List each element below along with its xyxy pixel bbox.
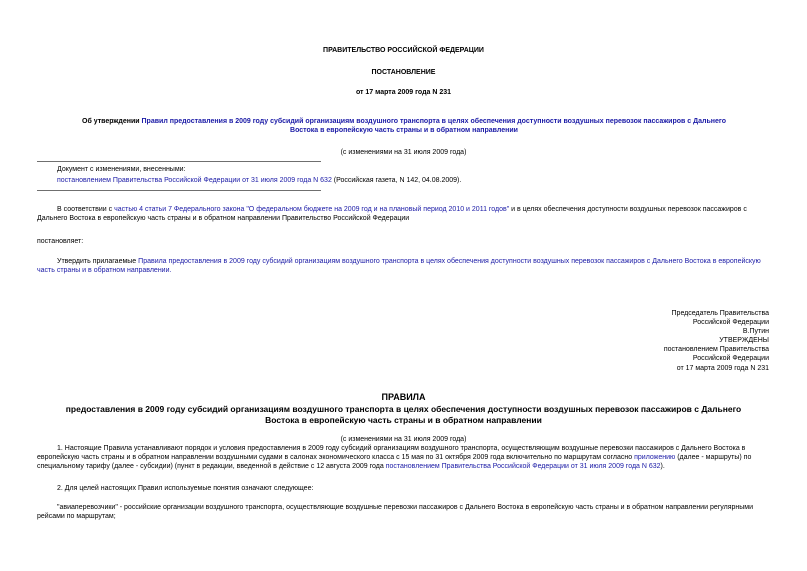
approve-paragraph (37, 257, 770, 275)
decrees-word: постановляет: (37, 238, 84, 245)
approved-rules-link[interactable]: Правила предоставления в 2009 году субсидий организациям воздушного транспорта в целях обеспечения доступности воздушных перевозок пассажиров с Дальнего Востока в европейскую часть страны и в обратном направлении. (37, 258, 761, 275)
rules-heading: ПРАВИЛА (381, 392, 426, 402)
document-title (80, 117, 728, 135)
divider-bottom (37, 190, 321, 191)
rules-subheading: предоставления в 2009 году субсидий организациям воздушного транспорта в целях обеспечения доступности воздушных перевозок пассажиров с Дальнего Востока в европейскую часть страны и в обратном направлении (65, 404, 742, 425)
amendments-intro: Документ с изменениями, внесенными: (57, 166, 186, 173)
rules-paragraph-3: "авиаперевозчики" - российские организации воздушного транспорта, осуществляющие воздушные перевозки пассажиров с Дальнего Востока в европейскую часть страны и в обратном направлении регулярными рейсами по маршрутам; (37, 504, 754, 521)
preamble-suffix: и в целях обеспечения доступности воздушных перевозок пассажиров с Дальнего Востока в европейскую часть страны и в обратном направлении Правительство Российской Федерации (37, 206, 747, 223)
rules-revision-note: (с изменениями на 31 июля 2009 года) (340, 436, 467, 443)
amendment-decree-link-2[interactable]: постановлением Правительства Российской Федерации от 31 июля 2009 года N 632 (385, 463, 661, 471)
document-type: ПОСТАНОВЛЕНИЕ (371, 69, 436, 76)
amendments-line (57, 176, 777, 185)
title-prefix: Об утверждении (82, 118, 142, 125)
signature-position-2: Российской Федерации (692, 319, 769, 327)
p1-end: ). (660, 463, 665, 471)
approve-prefix: Утвердить прилагаемые (57, 258, 139, 265)
preamble-paragraph (37, 205, 770, 223)
revision-note: (с изменениями на 31 июля 2009 года) (340, 149, 467, 156)
rules-paragraph-1 (37, 444, 770, 471)
p1-text: 1. Настоящие Правила устанавливают порядок и условия предоставления в 2009 году субсидий организациям воздушного транспорта, осуществляющим воздушные перевозки пассажиров с Дальнего Востока в европейскую часть страны и в обратном направлении воздушными судами в салонах экономического класса с 15 мая по 31 октября 2009 года включительно по маршрутам согласно (37, 445, 746, 462)
p1-mid: (далее - маршруты) по специальному тарифу (далее - субсидии) (пункт в редакции, введенной в действие с 12 августа 2009 года (37, 454, 752, 471)
preamble-prefix: В соответствии с (57, 206, 115, 213)
amendment-decree-link[interactable]: постановлением Правительства Российской Федерации от 31 июля 2009 года N 632 (57, 177, 332, 184)
federal-law-link[interactable]: частью 4 статьи 7 Федерального закона "О федеральном бюджете на 2009 год и на плановый период 2010 и 2011 годов" (114, 206, 510, 213)
signature-position-1: Председатель Правительства (671, 310, 769, 317)
approved-line-1: постановлением Правительства (663, 346, 769, 354)
divider-top (37, 161, 321, 162)
signature-block (509, 309, 769, 373)
rules-paragraph-2: 2. Для целей настоящих Правил используемые понятия означают следующее: (57, 485, 314, 492)
title-rules-link[interactable]: Правил предоставления в 2009 году субсидий организациям воздушного транспорта в целях обеспечения доступности воздушных перевозок пассажиров с Дальнего Востока в европейскую часть страны и в обратном направлении (141, 118, 726, 135)
document-date-number: от 17 марта 2009 года N 231 (355, 89, 452, 96)
approved-line-2: Российской Федерации (692, 355, 769, 363)
government-heading: ПРАВИТЕЛЬСТВО РОССИЙСКОЙ ФЕДЕРАЦИИ (323, 47, 484, 54)
signature-name: В.Путин (742, 328, 769, 336)
appendix-link[interactable]: приложению (634, 454, 676, 462)
amendment-source: (Российская газета, N 142, 04.08.2009). (331, 177, 462, 184)
approved-line-3: от 17 марта 2009 года N 231 (676, 364, 769, 372)
approved-word: УТВЕРЖДЕНЫ (719, 337, 769, 345)
